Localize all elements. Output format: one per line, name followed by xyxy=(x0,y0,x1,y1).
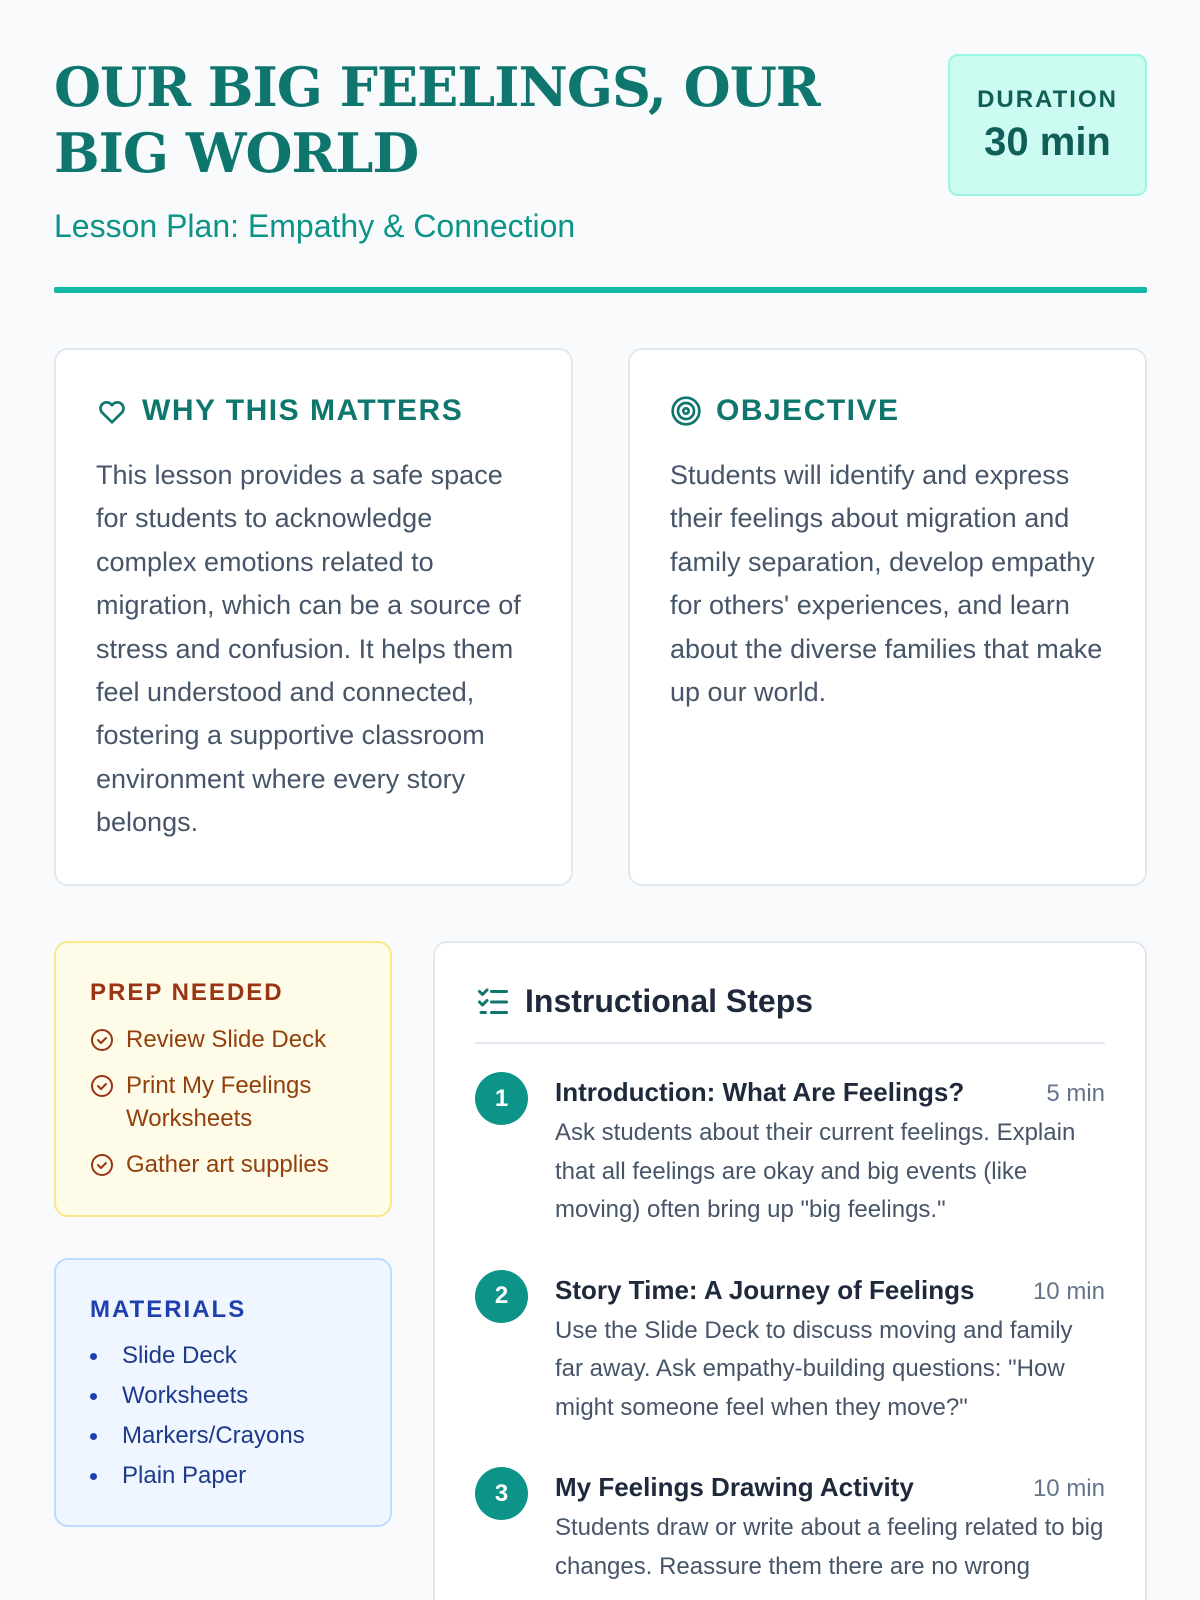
bullet-icon xyxy=(90,1473,97,1480)
page-subtitle: Lesson Plan: Empathy & Connection xyxy=(54,208,576,244)
page-title: OUR BIG FEELINGS, OUR BIG WORLD xyxy=(54,55,820,185)
prep-title: PREP NEEDED xyxy=(90,979,284,1006)
materials-list xyxy=(90,1336,358,1496)
list-checks-icon xyxy=(475,984,511,1020)
heart-icon xyxy=(96,395,128,427)
why-this-matters-card xyxy=(54,348,573,886)
prep-item-label: Gather art supplies xyxy=(126,1151,329,1178)
objective-body: Students will identify and express their feelings about migration and family separation, develop empathy for others' experiences, and learn about the diverse families that make up our world. xyxy=(670,460,1103,708)
prep-needed-panel xyxy=(54,941,392,1217)
materials-item-label: Plain Paper xyxy=(122,1462,247,1489)
check-circle-icon xyxy=(90,1153,114,1177)
target-icon xyxy=(670,395,702,427)
duration-value: 30 min xyxy=(984,120,1111,164)
prep-item xyxy=(90,1069,358,1135)
duration-badge xyxy=(948,54,1147,196)
why-body: This lesson provides a safe space for students to acknowledge complex emotions related to migration, which can be a source of stress and confusion. It helps them feel understood and connected, fostering a supportive classroom environment where every story belongs. xyxy=(96,460,521,838)
materials-item-label: Slide Deck xyxy=(122,1342,237,1369)
check-circle-icon xyxy=(90,1028,114,1052)
why-title: WHY THIS MATTERS xyxy=(142,394,464,427)
prep-item xyxy=(90,1023,358,1056)
step-description: Students draw or write about a feeling related to big changes. Reassure them there are no wrong xyxy=(555,1514,1104,1580)
bullet-icon xyxy=(90,1433,97,1440)
materials-item xyxy=(90,1416,358,1456)
step-title: My Feelings Drawing Activity xyxy=(555,1472,914,1502)
lesson-header xyxy=(54,54,1147,245)
materials-item xyxy=(90,1456,358,1496)
prep-item-label: Review Slide Deck xyxy=(126,1026,327,1053)
bullet-icon xyxy=(90,1353,97,1360)
materials-panel xyxy=(54,1258,392,1527)
step-title: Introduction: What Are Feelings? xyxy=(555,1077,965,1107)
bullet-icon xyxy=(90,1393,97,1400)
instructional-steps-card xyxy=(433,941,1147,1600)
materials-item-label: Worksheets xyxy=(122,1382,249,1409)
step-time: 10 min xyxy=(1032,1475,1105,1502)
step-number: 2 xyxy=(475,1270,528,1323)
step-time: 5 min xyxy=(1046,1080,1105,1107)
prep-list xyxy=(90,1023,358,1181)
materials-item-label: Markers/Crayons xyxy=(122,1422,305,1449)
step-item xyxy=(475,1467,1105,1586)
prep-item-label: Print My Feelings Worksheets xyxy=(126,1072,312,1132)
step-item xyxy=(475,1270,1105,1428)
step-description: Use the Slide Deck to discuss moving and family far away. Ask empathy-building questions: "How might someone feel when they move?" xyxy=(555,1316,1073,1421)
materials-item xyxy=(90,1336,358,1376)
step-number: 1 xyxy=(475,1072,528,1125)
step-title: Story Time: A Journey of Feelings xyxy=(555,1274,975,1305)
step-time: 10 min xyxy=(1032,1277,1105,1305)
duration-label: DURATION xyxy=(977,86,1118,113)
prep-item xyxy=(90,1148,358,1181)
materials-title: MATERIALS xyxy=(90,1296,247,1323)
step-description: Ask students about their current feelings. Explain that all feelings are okay and big events (like moving) often bring up "big feelings." xyxy=(555,1119,1076,1223)
steps-title: Instructional Steps xyxy=(525,983,814,1019)
step-item xyxy=(475,1072,1105,1230)
materials-item xyxy=(90,1376,358,1416)
header-divider xyxy=(54,287,1147,293)
step-number: 3 xyxy=(475,1467,528,1520)
objective-title: OBJECTIVE xyxy=(716,394,900,427)
objective-card xyxy=(628,348,1147,886)
check-circle-icon xyxy=(90,1074,114,1098)
